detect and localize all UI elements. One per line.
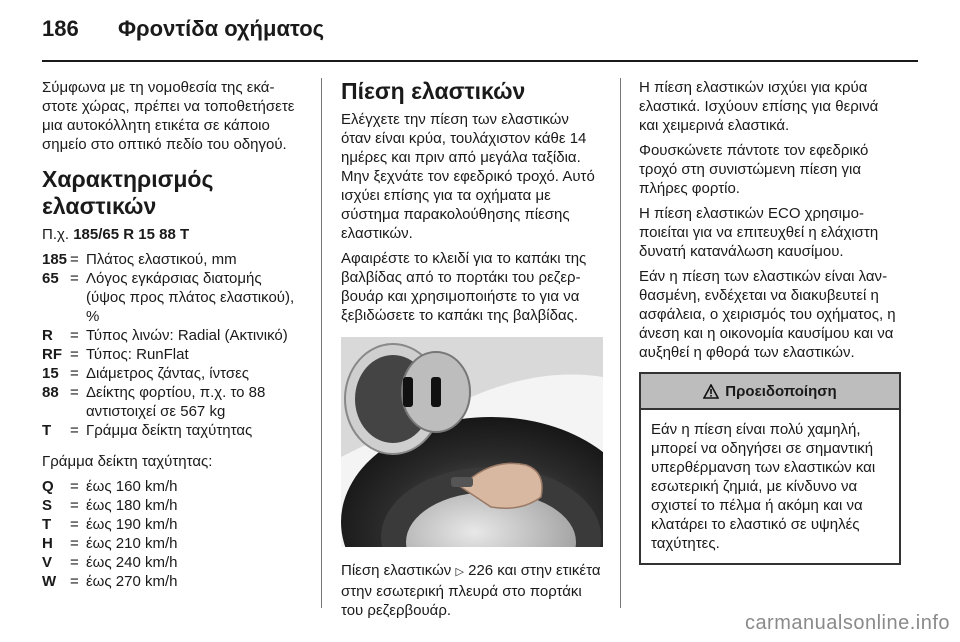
definition-value: Λόγος εγκάρσιας διατομής (ύψος προς πλάτος ελαστικού), % <box>86 270 295 325</box>
definition-row <box>42 250 304 269</box>
arrow-right-icon[interactable]: ▷ <box>455 566 464 578</box>
header-rule <box>42 60 918 62</box>
definition-key: 185 <box>42 251 68 268</box>
definition-key: V <box>42 554 53 571</box>
definition-equals: = <box>70 327 79 344</box>
spare-wheel-paragraph: Φουσκώνετε πάντοτε τον εφεδρικό τροχό στη συνιστώμενη πίεση για πλήρες φορτίο. <box>639 142 869 197</box>
definition-equals: = <box>70 497 79 514</box>
example-line: Π.χ. 185/65 R 15 88 T <box>42 226 190 243</box>
definition-key: S <box>42 497 53 514</box>
definition-value: Τύπος λινών: Radial (Ακτινικό) <box>86 327 288 344</box>
definition-value: έως 190 km/h <box>86 516 178 533</box>
example-code: 185/65 R 15 88 T <box>73 226 190 243</box>
definition-equals: = <box>70 270 79 287</box>
definition-key: T <box>42 422 52 439</box>
definition-equals: = <box>70 554 79 571</box>
definition-key: Q <box>42 478 54 495</box>
definition-value: Διάμετρος ζάντας, ίντσες <box>86 365 250 382</box>
definition-row <box>42 383 304 421</box>
definition-value: έως 160 km/h <box>86 478 178 495</box>
incorrect-pressure-paragraph: Εάν η πίεση των ελαστικών είναι λανθασμένη, ενδέχεται να διακυβευτεί η ασφάλεια, ο χειρισμός του οχήματος, η άνεση και η οικονομία καυσίμου και να αυξηθεί η φθορά των ελαστικών. <box>639 268 896 361</box>
cold-tyre-paragraph: Η πίεση ελαστικών ισχύει για κρύα ελαστικά. Ισχύουν επίσης για θερινά και χειμερινά ελαστικά. <box>639 79 879 134</box>
definition-value: Πλάτος ελαστικού, mm <box>86 251 237 268</box>
page-header <box>0 0 960 62</box>
definition-row <box>42 326 304 345</box>
definition-row <box>42 364 304 383</box>
definition-row <box>42 477 304 496</box>
column-right <box>639 78 901 565</box>
column-divider <box>620 78 621 608</box>
definition-key: 65 <box>42 270 59 287</box>
definition-value: έως 270 km/h <box>86 573 178 590</box>
definition-key: R <box>42 327 53 344</box>
eco-pressure-paragraph: Η πίεση ελαστικών ECO χρησιμοποιείται για να επιτευχθεί η ελάχιστη δυνατή κατανάλωση καυσίμου. <box>639 205 879 260</box>
warning-box <box>639 372 901 565</box>
speed-index-label: Γράμμα δείκτη ταχύτητας: <box>42 453 213 470</box>
section-heading-tyre-pressure: Πίεση ελαστικών <box>341 78 526 104</box>
valve-cap-photo <box>341 337 603 547</box>
warning-header <box>641 374 899 410</box>
definition-equals: = <box>70 365 79 382</box>
definition-key: 88 <box>42 384 59 401</box>
intro-paragraph: Σύμφωνα με τη νομοθεσία της εκάστοτε χώρας, πρέπει να τοποθετήσετε μια αυτοκόλλητη ετικέτα σε κάποιο σημείο στο οπτικό πεδίο του οδηγού. <box>42 79 295 153</box>
definition-row <box>42 421 304 440</box>
definition-equals: = <box>70 516 79 533</box>
definition-key: RF <box>42 346 62 363</box>
definition-key: H <box>42 535 53 552</box>
definition-key: T <box>42 516 52 533</box>
definition-key: W <box>42 573 57 590</box>
definition-key: 15 <box>42 365 59 382</box>
definition-equals: = <box>70 573 79 590</box>
definition-equals: = <box>70 422 79 439</box>
speed-index-list <box>42 477 304 591</box>
definition-row <box>42 496 304 515</box>
definition-value: έως 210 km/h <box>86 535 178 552</box>
column-middle <box>341 78 603 626</box>
definition-value: έως 240 km/h <box>86 554 178 571</box>
definition-row <box>42 553 304 572</box>
column-left <box>42 78 304 603</box>
definition-equals: = <box>70 535 79 552</box>
warning-text: Εάν η πίεση είναι πολύ χαμηλή, μπορεί να οδηγήσει σε σημαντική υπερθέρμανση των ελαστικών και εσωτερική ζημιά, με κίνδυνο να σχιστεί το πέλμα ή ακόμη και να κλατάρει το ελαστικό σε υψηλές ταχύτητες. <box>651 421 876 552</box>
definition-value: Γράμμα δείκτη ταχύτητας <box>86 422 253 439</box>
warning-title: Προειδοποίηση <box>725 382 837 400</box>
page-number: 186 <box>42 16 79 41</box>
designation-list <box>42 250 304 440</box>
definition-row <box>42 345 304 364</box>
definition-row <box>42 269 304 326</box>
definition-row <box>42 534 304 553</box>
chapter-title: Φροντίδα οχήματος <box>118 16 325 41</box>
photo-caption: Πίεση ελαστικών ▷ 226 και στην ετικέτα στην εσωτερική πλευρά στο πορτάκι του ρεζερβουάρ. <box>341 562 601 619</box>
definition-value: Δείκτης φορτίου, π.χ. το 88 αντιστοιχεί σε 567 kg <box>86 384 266 420</box>
definition-row <box>42 572 304 591</box>
watermark: carmanualsonline.info <box>744 612 950 634</box>
definition-equals: = <box>70 384 79 401</box>
warning-triangle-icon <box>703 384 719 399</box>
definition-row <box>42 515 304 534</box>
section-heading-tyre-designation: Χαρακτηρισμός ελαστικών <box>42 166 214 219</box>
column-divider <box>321 78 322 608</box>
definition-equals: = <box>70 346 79 363</box>
definition-value: Τύπος: RunFlat <box>86 346 189 363</box>
pressure-paragraph-1: Ελέγχετε την πίεση των ελαστικών όταν είναι κρύα, τουλάχιστον κάθε 14 ημέρες και πριν από μεγάλα ταξίδια. Μην ξεχνάτε τον εφεδρικό τροχό. Αυτό ισχύει επίσης για τα οχήματα με σύστημα παρακολούθησης πίεσης ελαστικών. <box>341 111 595 242</box>
definition-equals: = <box>70 478 79 495</box>
pressure-paragraph-2: Αφαιρέστε το κλειδί για το καπάκι της βαλβίδας από το πορτάκι του ρεζερβουάρ και χρησιμοποιήστε το για να ξεβιδώσετε το καπάκι της βαλβίδας. <box>341 250 587 324</box>
definition-value: έως 180 km/h <box>86 497 178 514</box>
definition-equals: = <box>70 251 79 268</box>
